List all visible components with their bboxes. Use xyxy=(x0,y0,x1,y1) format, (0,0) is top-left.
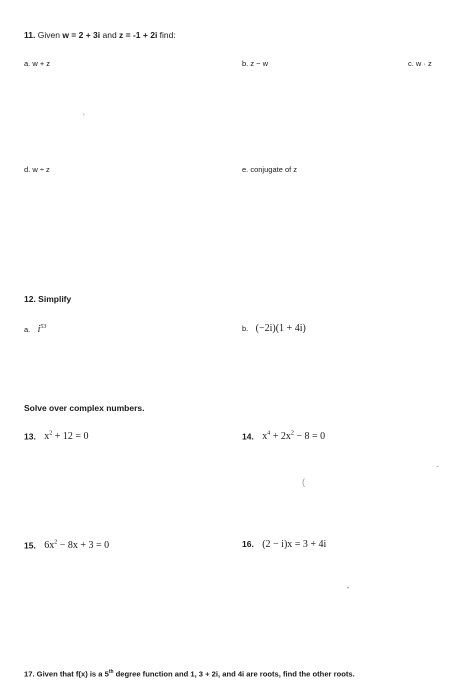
q15-rest: − 8x + 3 = 0 xyxy=(57,540,110,552)
q13-exponent: 2 xyxy=(49,431,53,437)
q11-stem xyxy=(24,31,176,40)
q13-base: x xyxy=(44,431,50,443)
q11-part-c: c. w · z xyxy=(408,59,432,68)
q11-given-suffix: find: xyxy=(157,30,176,40)
q17-prefix: 17. Given that f(x) is a 5 xyxy=(24,669,109,679)
q17 xyxy=(24,670,355,678)
q12-part-b xyxy=(242,324,306,334)
q11-given-prefix: Given xyxy=(37,30,63,40)
q15-exponent: 2 xyxy=(54,540,58,546)
q14-number: 14. xyxy=(242,431,254,442)
q14-exponent1: 4 xyxy=(267,431,271,437)
q13 xyxy=(24,431,88,442)
stray-dot: • xyxy=(347,586,350,592)
stray-mark-2: - xyxy=(433,460,442,472)
q11-z-definition: z = -1 + 2i xyxy=(119,30,158,40)
q15 xyxy=(24,540,109,551)
q15-term1: 6x xyxy=(44,540,55,552)
q12-b-expression: (−2i)(1 + 4i) xyxy=(255,323,306,334)
q14-rest: − 8 = 0 xyxy=(293,431,326,443)
q14-exponent2: 2 xyxy=(290,431,294,437)
q13-rest: + 12 = 0 xyxy=(52,431,89,443)
q14-term1: x xyxy=(262,431,268,443)
q11-part-d: d. w ÷ z xyxy=(24,165,50,174)
q15-number: 15. xyxy=(24,540,36,551)
section-heading: Solve over complex numbers. xyxy=(24,403,145,413)
q16-number: 16. xyxy=(242,539,254,549)
q12-a-label: a. xyxy=(24,324,31,334)
q14 xyxy=(242,431,325,442)
q11-part-b: b. z − w xyxy=(242,59,269,68)
q12-part-a xyxy=(24,324,46,335)
q11-w-definition: w = 2 + 3i xyxy=(62,30,101,40)
stray-mark-3: ( xyxy=(302,477,305,487)
q16-expression: (2 − i)x = 3 + 4i xyxy=(262,539,327,550)
q11-part-e: e. conjugate of z xyxy=(242,165,298,174)
q12-a-exponent: 53 xyxy=(40,324,47,330)
q11-given-mid: and xyxy=(100,30,120,40)
q16 xyxy=(242,540,326,550)
q12-title: 12. Simplify xyxy=(24,294,72,304)
q11-number: 11. xyxy=(24,30,36,40)
stray-mark-1: ' xyxy=(83,112,85,122)
q11-part-a: a. w + z xyxy=(24,59,51,68)
q12-b-label: b. xyxy=(242,324,249,333)
q17-suffix: degree function and 1, 3 + 2i, and 4i are roots, find the other roots. xyxy=(113,669,355,679)
q12-a-base: i xyxy=(37,323,41,335)
q13-number: 13. xyxy=(24,431,36,442)
q14-term2: + 2x xyxy=(270,431,291,443)
q17-ordinal-suffix: th xyxy=(108,669,114,675)
